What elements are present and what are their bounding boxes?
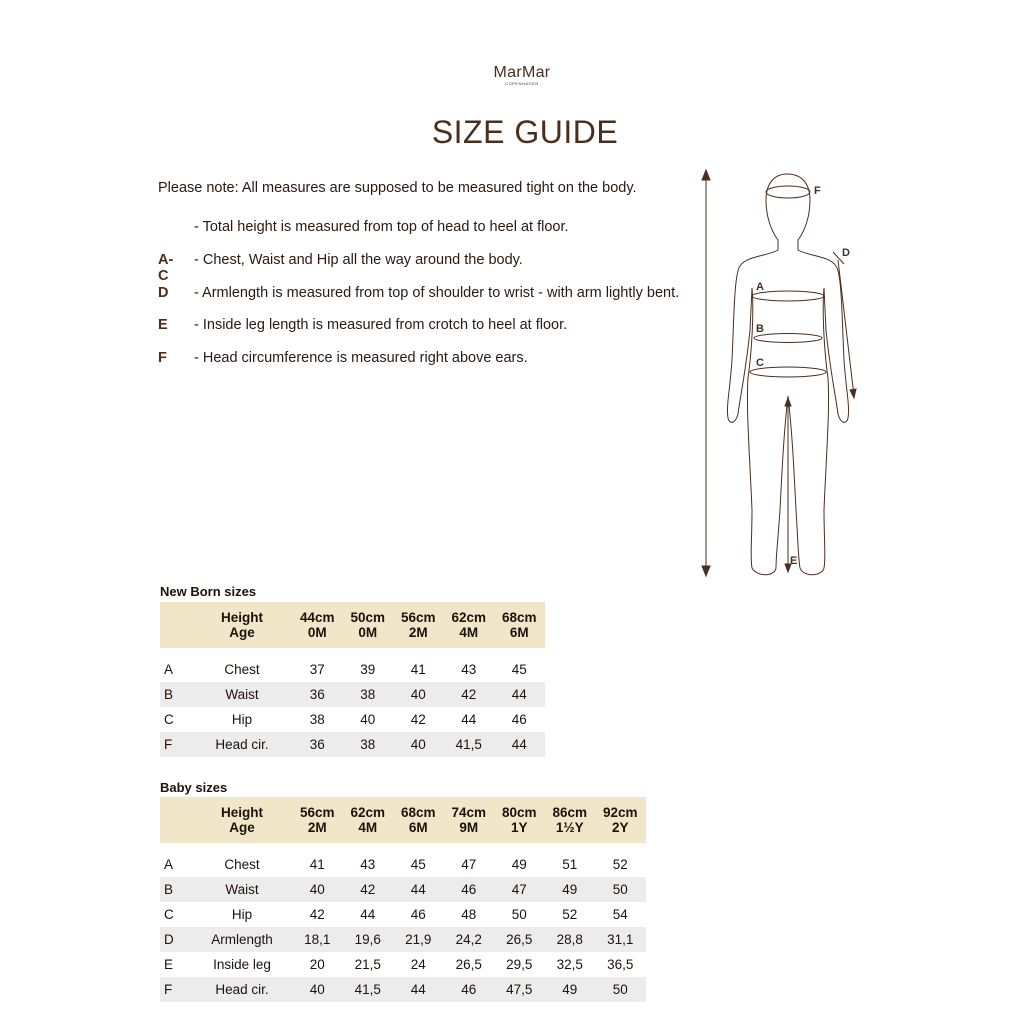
spacer-row xyxy=(160,843,646,852)
cell: 41,5 xyxy=(343,977,394,1002)
brand-name: MarMar xyxy=(493,64,551,81)
table-row xyxy=(160,952,646,977)
col-age: 9M xyxy=(459,820,479,835)
cell: 29,5 xyxy=(506,957,533,972)
cell: 26,5 xyxy=(494,927,545,952)
col-age: 2M xyxy=(307,820,327,835)
cell: 45 xyxy=(511,662,527,677)
table-row xyxy=(160,877,646,902)
cell: 36 xyxy=(292,732,343,757)
row-letter: F xyxy=(160,732,192,757)
cell: 50 xyxy=(595,877,646,902)
col-height: 86cm xyxy=(552,805,588,820)
header-col xyxy=(292,602,343,648)
cell: 24 xyxy=(410,957,426,972)
cell: 41 xyxy=(309,857,325,872)
header-col xyxy=(343,602,394,648)
row-label: Head cir. xyxy=(192,977,292,1002)
brand-subtitle: COPENHAGEN xyxy=(505,81,539,86)
cell: 18,1 xyxy=(292,927,343,952)
cell: 46 xyxy=(444,977,495,1002)
row-label: Waist xyxy=(192,682,292,707)
col-height: 80cm xyxy=(501,805,537,820)
cell: 54 xyxy=(612,907,628,922)
figure-label-b: B xyxy=(756,323,764,335)
rule-text: - Inside leg length is measured from crotch to heel at floor. xyxy=(194,317,568,333)
row-label: Inside leg xyxy=(213,957,271,972)
row-label: Hip xyxy=(231,712,253,727)
header-col xyxy=(444,602,495,648)
cell: 42 xyxy=(444,682,495,707)
figure-label-c: C xyxy=(756,357,764,369)
cell: 44 xyxy=(494,682,545,707)
cell: 24,2 xyxy=(444,927,495,952)
row-letter: E xyxy=(164,957,174,972)
height-arrow-bottom xyxy=(702,566,710,576)
cell: 52 xyxy=(612,857,628,872)
col-height: 50cm xyxy=(350,610,386,625)
row-letter: A xyxy=(164,857,174,872)
cell: 38 xyxy=(309,712,325,727)
figure-label-f: F xyxy=(814,185,821,197)
header-age-label: Age xyxy=(229,625,255,640)
cell: 46 xyxy=(410,907,426,922)
cell: 40 xyxy=(292,977,343,1002)
page-title: SIZE GUIDE xyxy=(431,114,619,150)
col-age: 4M xyxy=(459,625,479,640)
row-letter: B xyxy=(160,877,192,902)
rule-text: - Armlength is measured from top of shoulder to wrist - with arm lightly bent. xyxy=(194,285,680,301)
row-label: Armlength xyxy=(192,927,292,952)
rule-code: D xyxy=(158,285,169,301)
figure-label-a: A xyxy=(756,281,764,293)
cell: 21,5 xyxy=(354,957,381,972)
col-height: 56cm xyxy=(400,610,436,625)
row-label: Chest xyxy=(224,662,260,677)
col-age: 6M xyxy=(408,820,428,835)
cell: 50 xyxy=(595,977,646,1002)
brand-logo xyxy=(0,64,1024,86)
col-age: 1Y xyxy=(510,820,528,835)
header-col xyxy=(292,797,343,843)
cell: 40 xyxy=(393,682,444,707)
newborn-size-table xyxy=(160,602,545,757)
height-arrow-top xyxy=(702,170,710,180)
cell: 48 xyxy=(461,907,477,922)
col-age: 1½Y xyxy=(555,820,584,835)
row-label: Head cir. xyxy=(192,732,292,757)
body-measurement-figure xyxy=(690,160,890,590)
header-empty xyxy=(160,602,192,648)
table-row xyxy=(160,977,646,1002)
header-col xyxy=(343,797,394,843)
cell: 40 xyxy=(292,877,343,902)
cell: 52 xyxy=(562,907,578,922)
cell: 41 xyxy=(410,662,426,677)
header-col xyxy=(393,602,444,648)
rule-text: - Chest, Waist and Hip all the way around the body. xyxy=(194,252,523,268)
col-height: 56cm xyxy=(299,805,335,820)
cell: 20 xyxy=(309,957,325,972)
col-age: 2Y xyxy=(611,820,629,835)
header-col xyxy=(494,602,545,648)
cell: 46 xyxy=(511,712,527,727)
baby-size-table xyxy=(160,797,646,1002)
table-header-row xyxy=(160,602,545,648)
cell: 41,5 xyxy=(444,732,495,757)
cell: 46 xyxy=(444,877,495,902)
cell: 43 xyxy=(360,857,376,872)
cell: 38 xyxy=(343,682,394,707)
col-age: 0M xyxy=(307,625,327,640)
cell: 26,5 xyxy=(455,957,482,972)
row-letter: C xyxy=(164,907,174,922)
cell: 47,5 xyxy=(494,977,545,1002)
cell: 45 xyxy=(410,857,426,872)
waist-measure-ring xyxy=(754,334,822,343)
rule-code: E xyxy=(158,317,168,333)
leg-arrow-top xyxy=(785,398,791,406)
col-height: 62cm xyxy=(350,805,386,820)
cell: 19,6 xyxy=(343,927,394,952)
row-letter: C xyxy=(164,712,174,727)
header-col xyxy=(545,797,596,843)
cell: 21,9 xyxy=(393,927,444,952)
header-col xyxy=(444,797,495,843)
row-label: Hip xyxy=(231,907,253,922)
cell: 40 xyxy=(393,732,444,757)
cell: 28,8 xyxy=(545,927,596,952)
cell: 37 xyxy=(309,662,325,677)
row-label: Waist xyxy=(192,877,292,902)
col-height: 44cm xyxy=(299,610,335,625)
cell: 32,5 xyxy=(556,957,583,972)
header-col xyxy=(393,797,444,843)
header-empty xyxy=(160,797,192,843)
arm-arrow-head xyxy=(850,389,856,398)
header-col xyxy=(595,797,646,843)
table-row xyxy=(160,682,545,707)
cell: 31,1 xyxy=(595,927,646,952)
cell: 38 xyxy=(343,732,394,757)
head-measure-ring xyxy=(766,186,810,198)
col-age: 2M xyxy=(408,625,428,640)
cell: 42 xyxy=(343,877,394,902)
col-height: 74cm xyxy=(451,805,487,820)
newborn-title: New Born sizes xyxy=(160,584,257,599)
cell: 47 xyxy=(461,857,477,872)
header-height-label: Height xyxy=(221,610,263,625)
header-label xyxy=(192,797,292,843)
rule-text: - Head circumference is measured right above ears. xyxy=(194,350,528,366)
header-label xyxy=(192,602,292,648)
cell: 44 xyxy=(393,877,444,902)
cell: 42 xyxy=(309,907,325,922)
baby-title: Baby sizes xyxy=(160,780,228,795)
cell: 39 xyxy=(360,662,376,677)
cell: 44 xyxy=(393,977,444,1002)
rule-text: - Total height is measured from top of head to heel at floor. xyxy=(194,219,569,235)
table-row xyxy=(160,852,646,877)
col-age: 0M xyxy=(358,625,378,640)
table-row xyxy=(160,927,646,952)
row-letter: A xyxy=(164,662,174,677)
rule-code: F xyxy=(158,350,167,366)
measure-note: Please note: All measures are supposed to be measured tight on the body. xyxy=(158,180,637,196)
row-letter: B xyxy=(160,682,192,707)
table-header-row xyxy=(160,797,646,843)
header-col xyxy=(494,797,545,843)
table-row xyxy=(160,707,545,732)
col-height: 92cm xyxy=(602,805,638,820)
row-label: Chest xyxy=(224,857,260,872)
col-age: 6M xyxy=(509,625,529,640)
cell: 49 xyxy=(545,977,596,1002)
figure-label-d: D xyxy=(842,247,850,259)
cell: 40 xyxy=(360,712,376,727)
cell: 44 xyxy=(494,732,545,757)
figure-label-e: E xyxy=(790,555,798,567)
col-height: 68cm xyxy=(501,610,537,625)
cell: 49 xyxy=(545,877,596,902)
arm-arrow-line xyxy=(838,260,854,396)
cell: 44 xyxy=(360,907,376,922)
cell: 49 xyxy=(511,857,527,872)
cell: 42 xyxy=(410,712,426,727)
cell: 43 xyxy=(461,662,477,677)
cell: 51 xyxy=(562,857,578,872)
rule-code: A-C xyxy=(158,252,174,284)
col-age: 4M xyxy=(358,820,378,835)
cell: 36 xyxy=(292,682,343,707)
col-height: 62cm xyxy=(451,610,487,625)
cell: 47 xyxy=(494,877,545,902)
header-height-label: Height xyxy=(221,805,263,820)
spacer-row xyxy=(160,648,545,657)
table-row xyxy=(160,902,646,927)
header-age-label: Age xyxy=(229,820,255,835)
table-row xyxy=(160,732,545,757)
col-height: 68cm xyxy=(400,805,436,820)
row-letter: F xyxy=(160,977,192,1002)
table-row xyxy=(160,657,545,682)
cell: 44 xyxy=(461,712,477,727)
cell: 50 xyxy=(511,907,527,922)
row-letter: D xyxy=(160,927,192,952)
cell: 36,5 xyxy=(607,957,634,972)
